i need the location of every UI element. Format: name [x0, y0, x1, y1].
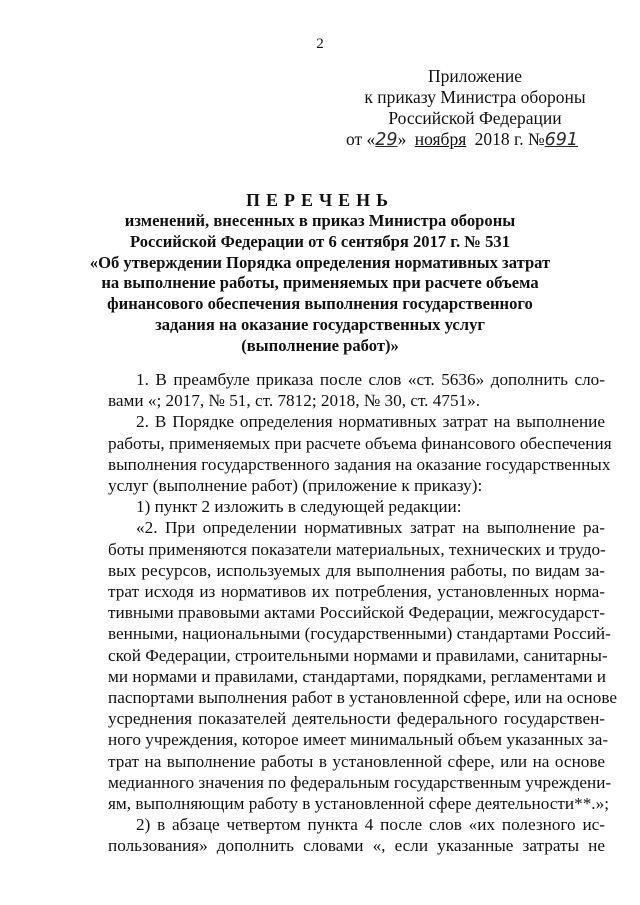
body-line: усреднения показателей деятельности федерального государствен- [108, 709, 605, 729]
document-heading: ПЕРЕЧЕНЬ [245, 190, 395, 210]
body-line: ской Федерации, строительными нормами и правилами, санитарны- [108, 645, 608, 665]
order-date-line [340, 129, 610, 151]
body-line: медианного значения по федеральным государственным учреждени- [108, 772, 612, 792]
body-line: работы, применяемых при расчете объема финансового обеспечения [108, 433, 612, 453]
document-body [108, 369, 617, 857]
heading-line: Российской Федерации от 6 сентября 2017 г. № 531 [130, 231, 510, 251]
body-line: выполнения государственного задания на оказание государственных [108, 454, 611, 474]
body-line: вых ресурсов, используемых для выполнения работы, по видам за- [108, 560, 605, 580]
body-line: 2) в абзаце четвертом пункта 4 после слов «их полезного ис- [136, 815, 605, 835]
heading-line: на выполнение работы, применяемых при расчете объема [101, 273, 539, 293]
heading-line: «Об утверждении Порядка определения нормативных затрат [89, 252, 551, 272]
body-line: венными, национальными (государственными) стандартами Россий- [108, 624, 611, 644]
body-line: трат на выполнение работы в установленной сфере, или на основе [108, 751, 605, 771]
body-line: боты применяются показатели материальных, технических и трудо- [108, 539, 606, 559]
order-month: ноября [414, 129, 467, 149]
heading-line: финансового обеспечения выполнения государственного [107, 294, 533, 314]
body-line: тивными правовыми актами Российской Федерации, межгосударст- [108, 603, 605, 623]
body-line: ми нормами и правилами, стандартами, порядками, регламентами и [108, 666, 606, 686]
body-line: услуг (выполнение работ) (приложение к приказу): [108, 476, 483, 496]
body-line: 2. В Порядке определения нормативных затрат на выполнение [136, 412, 605, 432]
body-line: пользования» дополнить словами «, если указанные затраты не [108, 836, 605, 856]
appendix-line: к приказу Министра обороны [364, 87, 586, 107]
body-line: вами «; 2017, № 51, ст. 7812; 2018, № 30, ст. 4751». [108, 391, 481, 411]
body-line: «2. При определении нормативных затрат на выполнение ра- [136, 518, 605, 538]
appendix-block [340, 66, 610, 151]
heading-line: (выполнение работ)» [241, 335, 399, 355]
heading-line: изменений, внесенных в приказ Министра обороны [124, 211, 516, 230]
handwritten-day: 29 [375, 130, 398, 150]
body-line: паспортами выполнения работ в установленной сфере, или на основе [108, 688, 617, 708]
body-line: 1) пункт 2 изложить в следующей редакции: [136, 497, 462, 517]
appendix-title: Приложение [428, 66, 522, 86]
appendix-line: Российской Федерации [388, 108, 562, 128]
body-line: 1. В преамбуле приказа после слов «ст. 5636» дополнить сло- [136, 370, 605, 389]
page-number: 2 [316, 36, 324, 52]
order-year: 2018 г. № [474, 129, 545, 149]
date-prefix: от « [346, 129, 376, 149]
body-line: ям, выполняющим работу в установленной сфере деятельности**.»; [108, 794, 609, 814]
date-mid: » [397, 129, 407, 149]
handwritten-order-number: 691 [544, 130, 579, 150]
heading-subtitle [60, 211, 580, 357]
body-line: ного учреждения, которое имеет минимальный объем указанных за- [108, 730, 609, 750]
body-line: трат исходя из нормативов их потребления, установленных норма- [108, 582, 605, 602]
heading-line: задания на оказание государственных услуг [155, 314, 485, 334]
